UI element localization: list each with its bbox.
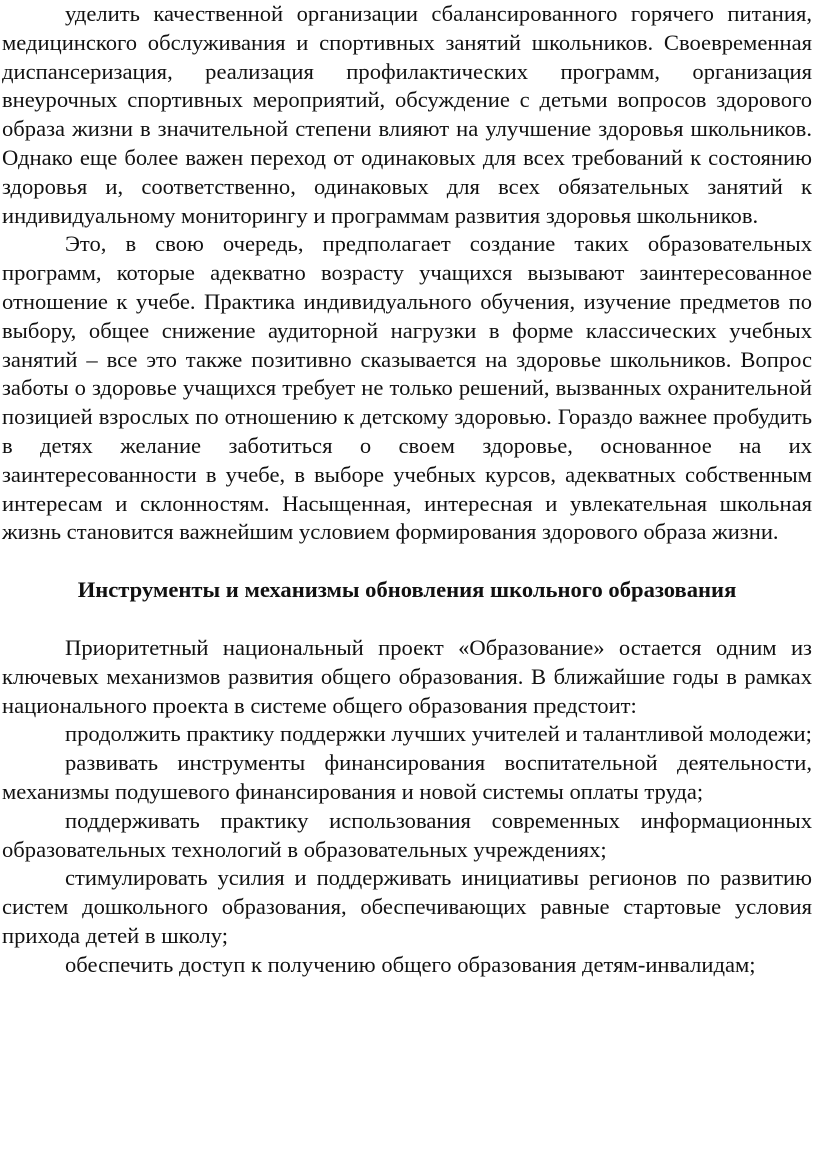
section-heading: Инструменты и механизмы обновления школьного образования (77, 577, 737, 603)
spacer (2, 605, 812, 634)
list-item-financing-instruments: развивать инструменты финансирования воспитательной деятельности, механизмы подушевого финансирования и новой системы оплаты труда; (2, 750, 812, 804)
paragraph-educational-programs: Это, в свою очередь, предполагает создание таких образовательных программ, которые адекватно возрасту учащихся вызывают заинтересованное отношение к учебе. Практика индивидуального обучения, изучение предметов по выбору, общее снижение аудиторной нагрузки в форме классических учебных занятий – все это также позитивно сказывается на здоровье школьников. Вопрос заботы о здоровье учащихся требует не только решений, вызванных охранительной позицией взрослых по отношению к детскому здоровью. Гораздо важнее пробудить в детях желание заботиться о своем здоровье, основанное на их заинтересованности в учебе, в выборе учебных курсов, адекватных собственным интересам и склонностям. Насыщенная, интересная и увлекательная школьная жизнь становится важнейшим условием формирования здорового образа жизни. (2, 231, 812, 545)
spacer (2, 547, 812, 576)
list-item-disabled-children-access: обеспечить доступ к получению общего образования детям-инвалидам; (65, 951, 756, 977)
list-item-preschool-education: стимулировать усилия и поддерживать инициативы регионов по развитию систем дошкольного образования, обеспечивающих равные стартовые условия прихода детей в школу; (2, 865, 812, 948)
list-item-teachers-support: продолжить практику поддержки лучших учителей и талантливой молодежи; (65, 721, 812, 747)
paragraph-national-project: Приоритетный национальный проект «Образование» остается одним из ключевых механизмов развития общего образования. В ближайшие годы в рамках национального проекта в системе общего образования предстоит: (2, 634, 812, 718)
list-item-information-technologies: поддерживать практику использования современных информационных образовательных технологий в образовательных учреждениях; (2, 807, 812, 862)
paragraph-nutrition-health: уделить качественной организации сбалансированного горячего питания, медицинского обслуживания и спортивных занятий школьников. Своевременная диспансеризация, реализация профилактических программ, организация внеурочных спортивных мероприятий, обсуждение с детьми вопросов здорового образа жизни в значительной степени влияют на улучшение здоровья школьников. Однако еще более важен переход от одинаковых для всех требований к состоянию здоровья и, соответственно, одинаковых для всех обязательных занятий к индивидуальному мониторингу и программам развития здоровья школьников. (2, 1, 812, 228)
